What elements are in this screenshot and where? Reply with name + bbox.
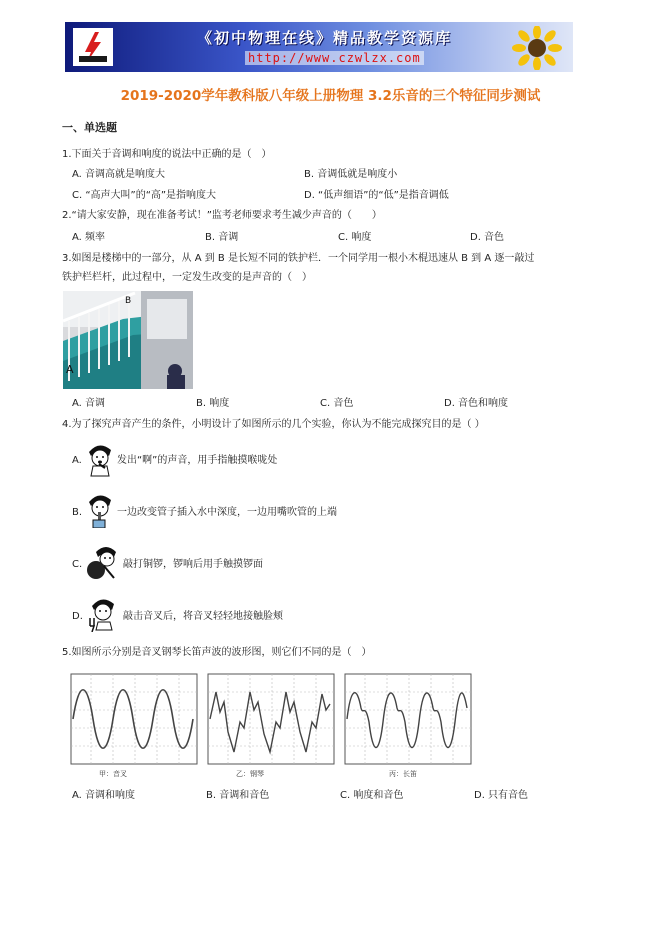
- photo-label-b: B: [125, 296, 132, 306]
- question-5-stem: 5.如图所示分别是音叉钢琴长笛声波的波形图，则它们不同的是（ ）: [62, 647, 372, 658]
- question-5-option-d[interactable]: D. 只有音色: [474, 790, 529, 801]
- section-heading: 一、单选题: [62, 121, 117, 134]
- question-2-option-c[interactable]: C. 响度: [338, 232, 372, 243]
- question-4-option-a[interactable]: 发出“啊”的声音，用手指触摸喉咙处: [117, 455, 278, 466]
- question-4-stem: 4.为了探究声音产生的条件，小明设计了如图所示的几个实验，你认为不能完成探究目的是（ ）: [62, 419, 485, 430]
- question-5-option-a[interactable]: A. 音调和响度: [72, 790, 136, 801]
- question-3-option-c[interactable]: C. 音色: [320, 398, 354, 409]
- banner-title: 《初中物理在线》精品教学资源库: [197, 29, 453, 47]
- question-4-option-b[interactable]: 一边改变管子插入水中深度，一边用嘴吹管的上端: [117, 507, 337, 518]
- question-1-option-a[interactable]: A. 音调高就是响度大: [72, 169, 166, 180]
- photo-label-a: A: [66, 363, 74, 376]
- question-3-option-b[interactable]: B. 响度: [196, 398, 230, 409]
- waveform-tuning-fork: [69, 672, 199, 780]
- question-3-stem-line2: 铁护栏栏杆，此过程中，一定发生改变的是声音的（ ）: [62, 272, 312, 283]
- question-4-option-d[interactable]: 敲击音叉后，将音叉轻轻地接触脸颊: [123, 611, 283, 622]
- question-2-option-a[interactable]: A. 频率: [72, 232, 106, 243]
- waveform-piano: [206, 672, 336, 780]
- question-4-option-c[interactable]: 敲打铜锣，锣响后用手触摸锣面: [123, 559, 263, 570]
- question-2-option-d[interactable]: D. 音色: [470, 232, 505, 243]
- question-5-option-c[interactable]: C. 响度和音色: [340, 790, 404, 801]
- child-blowing-tube-icon: [83, 492, 115, 528]
- stairs-photo: [63, 291, 193, 389]
- child-tuning-fork-icon: [86, 596, 118, 632]
- question-3-option-d[interactable]: D. 音色和响度: [444, 398, 509, 409]
- question-4-letter-d[interactable]: D.: [72, 611, 83, 622]
- child-singing-icon: [83, 442, 115, 478]
- header-banner: [65, 22, 573, 72]
- question-2-option-b[interactable]: B. 音调: [205, 232, 239, 243]
- waveform-label-tuning-fork: 甲：音叉: [99, 770, 127, 778]
- sunflower-icon: [509, 26, 565, 70]
- question-2-stem: 2.“请大家安静，现在准备考试！”监考老师要求考生减少声音的（ ）: [62, 210, 382, 221]
- question-5-option-b[interactable]: B. 音调和音色: [206, 790, 270, 801]
- question-4-letter-b[interactable]: B.: [72, 507, 83, 518]
- question-1-stem: 1.下面关于音调和响度的说法中正确的是（ ）: [62, 149, 272, 160]
- question-1-option-c[interactable]: C. “高声大叫”的“高”是指响度大: [72, 190, 217, 201]
- question-4-letter-a[interactable]: A.: [72, 455, 82, 466]
- site-logo-icon: [73, 28, 113, 66]
- question-4-letter-c[interactable]: C.: [72, 559, 83, 570]
- question-1-option-d[interactable]: D. “低声细语”的“低”是指音调低: [304, 190, 449, 201]
- child-gong-icon: [86, 544, 118, 580]
- question-3-stem-line1: 3.如图是楼梯中的一部分，从 A 到 B 是长短不同的铁护栏．一个同学用一根小木棍迅速从 B 到 A 逐一敲过: [62, 253, 535, 264]
- document-title: 2019-2020学年教科版八年级上册物理 3.2乐音的三个特征同步测试: [120, 88, 541, 104]
- banner-url: http://www.czwlzx.com: [245, 51, 424, 65]
- waveform-label-piano: 乙：钢琴: [236, 770, 264, 778]
- question-1-option-b[interactable]: B. 音调低就是响度小: [304, 169, 398, 180]
- waveform-flute: [343, 672, 473, 780]
- question-3-option-a[interactable]: A. 音调: [72, 398, 106, 409]
- waveform-label-flute: 丙：长笛: [389, 770, 417, 778]
